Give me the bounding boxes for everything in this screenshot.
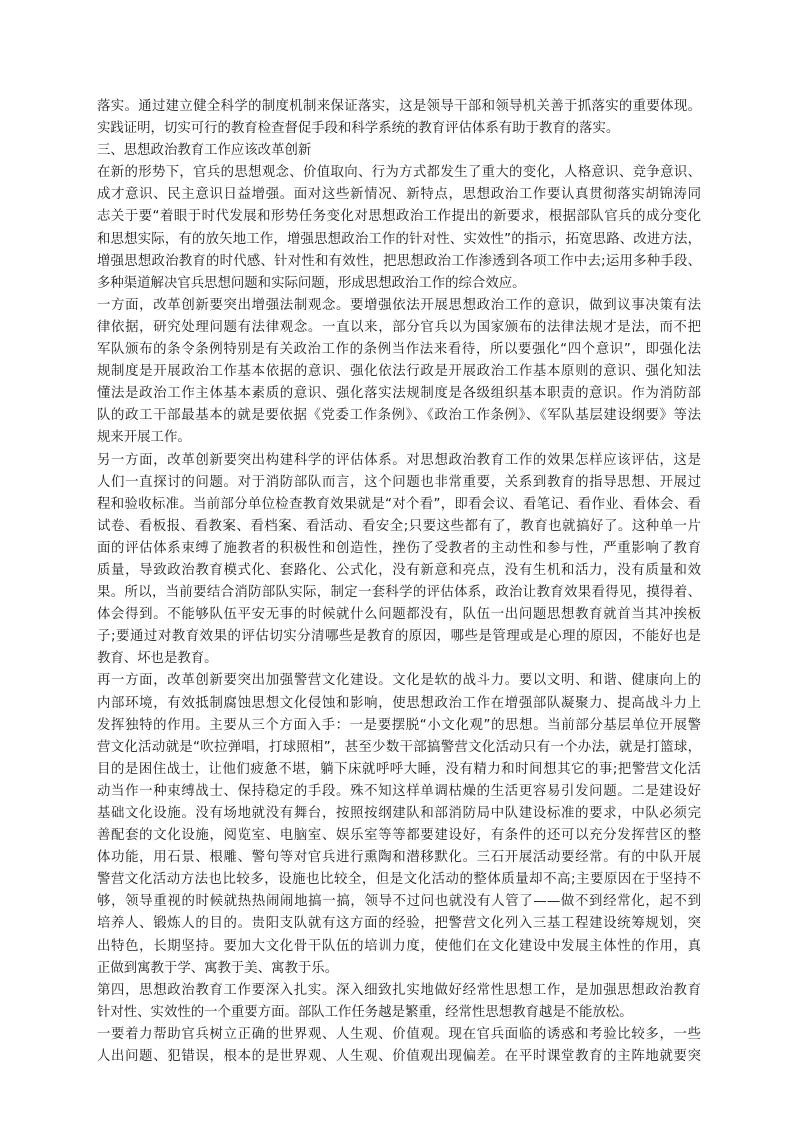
text-line: 程和验收标准。当前部分单位检查教育效果就是“对个看”，即看会议、看笔记、看作业、看体会、看 <box>97 496 701 512</box>
text-line: 正做到寓教于学、寓教于美、寓教于乐。 <box>97 960 339 976</box>
text-line: 第四，思想政治教育工作要深入扎实。深入细致扎实地做好经常性思想工作，是加强思想政治教育 <box>97 982 701 998</box>
text-line: 内部环境，有效抵制腐蚀思想文化侵蚀和影响，使思想政治工作在增强部队凝聚力、提高战斗力上 <box>97 695 701 711</box>
text-line: 培养人、锻炼人的目的。贵阳支队就有这方面的经验，把警营文化列入三基工程建设统筹规划，突 <box>97 916 701 932</box>
text-line: 规制度是开展政治工作基本依据的意识、强化依法行政是开展政治工作基本原则的意识、强化知法 <box>97 364 701 380</box>
text-line: 规来开展工作。 <box>97 430 191 446</box>
text-line: 和思想实际，有的放矢地工作，增强思想政治工作的针对性、实效性”的指示，拓宽思路、改进方法， <box>97 231 701 247</box>
text-line: 懂法是政治工作主体基本素质的意识、强化落实法规制度是各级组织基本职责的意识。作为消防部 <box>97 386 701 402</box>
text-line: 基础文化设施。没有场地就没有舞台，按照按纲建队和部消防局中队建设标准的要求，中队必须完 <box>97 806 701 821</box>
text-line: 另一方面，改革创新要突出构建科学的评估体系。对思想政治教育工作的效果怎样应该评估，这是 <box>97 452 701 468</box>
text-line: 增强思想政治教育的时代感、针对性和有效性，把思想政治工作渗透到各项工作中去;运用多种手段、 <box>97 253 701 269</box>
text-line: 出特色，长期坚持。要加大文化骨干队伍的培训力度，使他们在文化建设中发展主体性的作用，真 <box>97 938 701 954</box>
document-page <box>97 96 701 1068</box>
text-line: 在新的形势下，官兵的思想观念、价值取向、行为方式都发生了重大的变化，人格意识、竞争意识、 <box>97 165 701 181</box>
text-line: 再一方面，改革创新要突出加强警营文化建设。文化是软的战斗力。要以文明、和谐、健康向上的 <box>97 673 701 689</box>
text-line: 军队颁布的条令条例特别是有关政治工作的条例当作法来看待，所以要强化“四个意识”，即强化法 <box>97 342 701 358</box>
text-line: 质量，导致政治教育模式化、套路化、公式化，没有新意和亮点，没有生机和活力，没有质量和效 <box>97 562 701 578</box>
text-line: 多种渠道解决官兵思想问题和实际问题，形成思想政治工作的综合效应。 <box>97 275 526 291</box>
text-line: 实践证明，切实可行的教育检查督促手段和科学系统的教育评估体系有助于教育的落实。 <box>97 121 620 137</box>
text-line: 动当作一种束缚战士、保持稳定的手段。殊不知这样单调枯燥的生活更容易引发问题。二是建设好 <box>97 783 701 799</box>
text-line: 人出问题、犯错误，根本的是世界观、人生观、价值观出现偏差。在平时课堂教育的主阵地就要突 <box>97 1049 701 1065</box>
text-line: 队的政工干部最基本的就是要依据《党委工作条例》、《政治工作条例》、《军队基层建设纲要》等法 <box>97 408 701 424</box>
text-line: 志关于要“着眼于时代发展和形势任务变化对思想政治工作提出的新要求，根据部队官兵的成分变化 <box>97 209 701 225</box>
text-line: 一要着力帮助官兵树立正确的世界观、人生观、价值观。现在官兵面临的诱惑和考验比较多，一些 <box>97 1026 701 1042</box>
text-line: 够，领导重视的时候就热热闹闹地搞一搞，领导不过问也就没有人管了——做不到经常化，起不到 <box>97 894 701 910</box>
text-line: 教育、坏也是教育。 <box>97 651 218 667</box>
text-line: 发挥独特的作用。主要从三个方面入手：一是要摆脱“小文化观”的思想。当前部分基层单位开展警 <box>97 717 701 733</box>
text-line: 子;要通过对教育效果的评估切实分清哪些是教育的原因，哪些是管理或是心理的原因，不能好也是 <box>97 629 701 645</box>
text-line: 体功能，用石景、根雕、警句等对官兵进行熏陶和潜移默化。三石开展活动要经常。有的中队开展 <box>97 850 701 866</box>
text-line: 律依据，研究处理问题有法律观念。一直以来，部分官兵以为国家颁布的法律法规才是法，而不把 <box>97 319 701 335</box>
text-line: 果。所以，当前要结合消防部队实际，制定一套科学的评估体系，政治让教育效果看得见，摸得着、 <box>97 585 701 601</box>
text-line: 面的评估体系束缚了施教者的积极性和创造性，挫伤了受教者的主动性和参与性，严重影响了教育 <box>97 540 701 556</box>
text-line: 善配套的文化设施，阅览室、电脑室、娱乐室等等都要建设好，有条件的还可以充分发挥营区的整 <box>97 828 701 844</box>
text-line: 试卷、看板报、看教案、看档案、看活动、看安全;只要这些都有了，教育也就搞好了。这种单一片 <box>97 518 701 534</box>
text-line: 三、思想政治教育工作应该改革创新 <box>97 143 312 159</box>
text-line: 一方面，改革创新要突出增强法制观念。要增强依法开展思想政治工作的意识，做到议事决策有法 <box>97 297 701 313</box>
text-line: 目的是困住战士，让他们疲惫不堪，躺下床就呼呼大睡，没有精力和时间想其它的事;把警营文化活 <box>97 761 701 777</box>
text-line: 体会得到。不能够队伍平安无事的时候就什么问题都没有，队伍一出问题思想教育就首当其冲挨板 <box>97 607 701 623</box>
text-line: 落实。通过建立健全科学的制度机制来保证落实，这是领导干部和领导机关善于抓落实的重要体现。 <box>97 99 701 114</box>
text-line: 警营文化活动方法也比较多，设施也比较全，但是文化活动的整体质量却不高;主要原因在于坚持不 <box>97 872 701 888</box>
text-line: 成才意识、民主意识日益增强。面对这些新情况、新特点，思想政治工作要认真贯彻落实胡锦涛同 <box>97 187 701 203</box>
text-line: 人们一直探讨的问题。对于消防部队而言，这个问题也非常重要，关系到教育的指导思想、开展过 <box>97 474 701 490</box>
text-line: 营文化活动就是“吹拉弹唱，打球照相”，甚至少数干部搞警营文化活动只有一个办法，就是打篮球， <box>97 739 701 755</box>
text-line: 针对性、实效性的一个重要方面。部队工作任务越是繁重，经常性思想教育越是不能放松。 <box>97 1004 633 1020</box>
